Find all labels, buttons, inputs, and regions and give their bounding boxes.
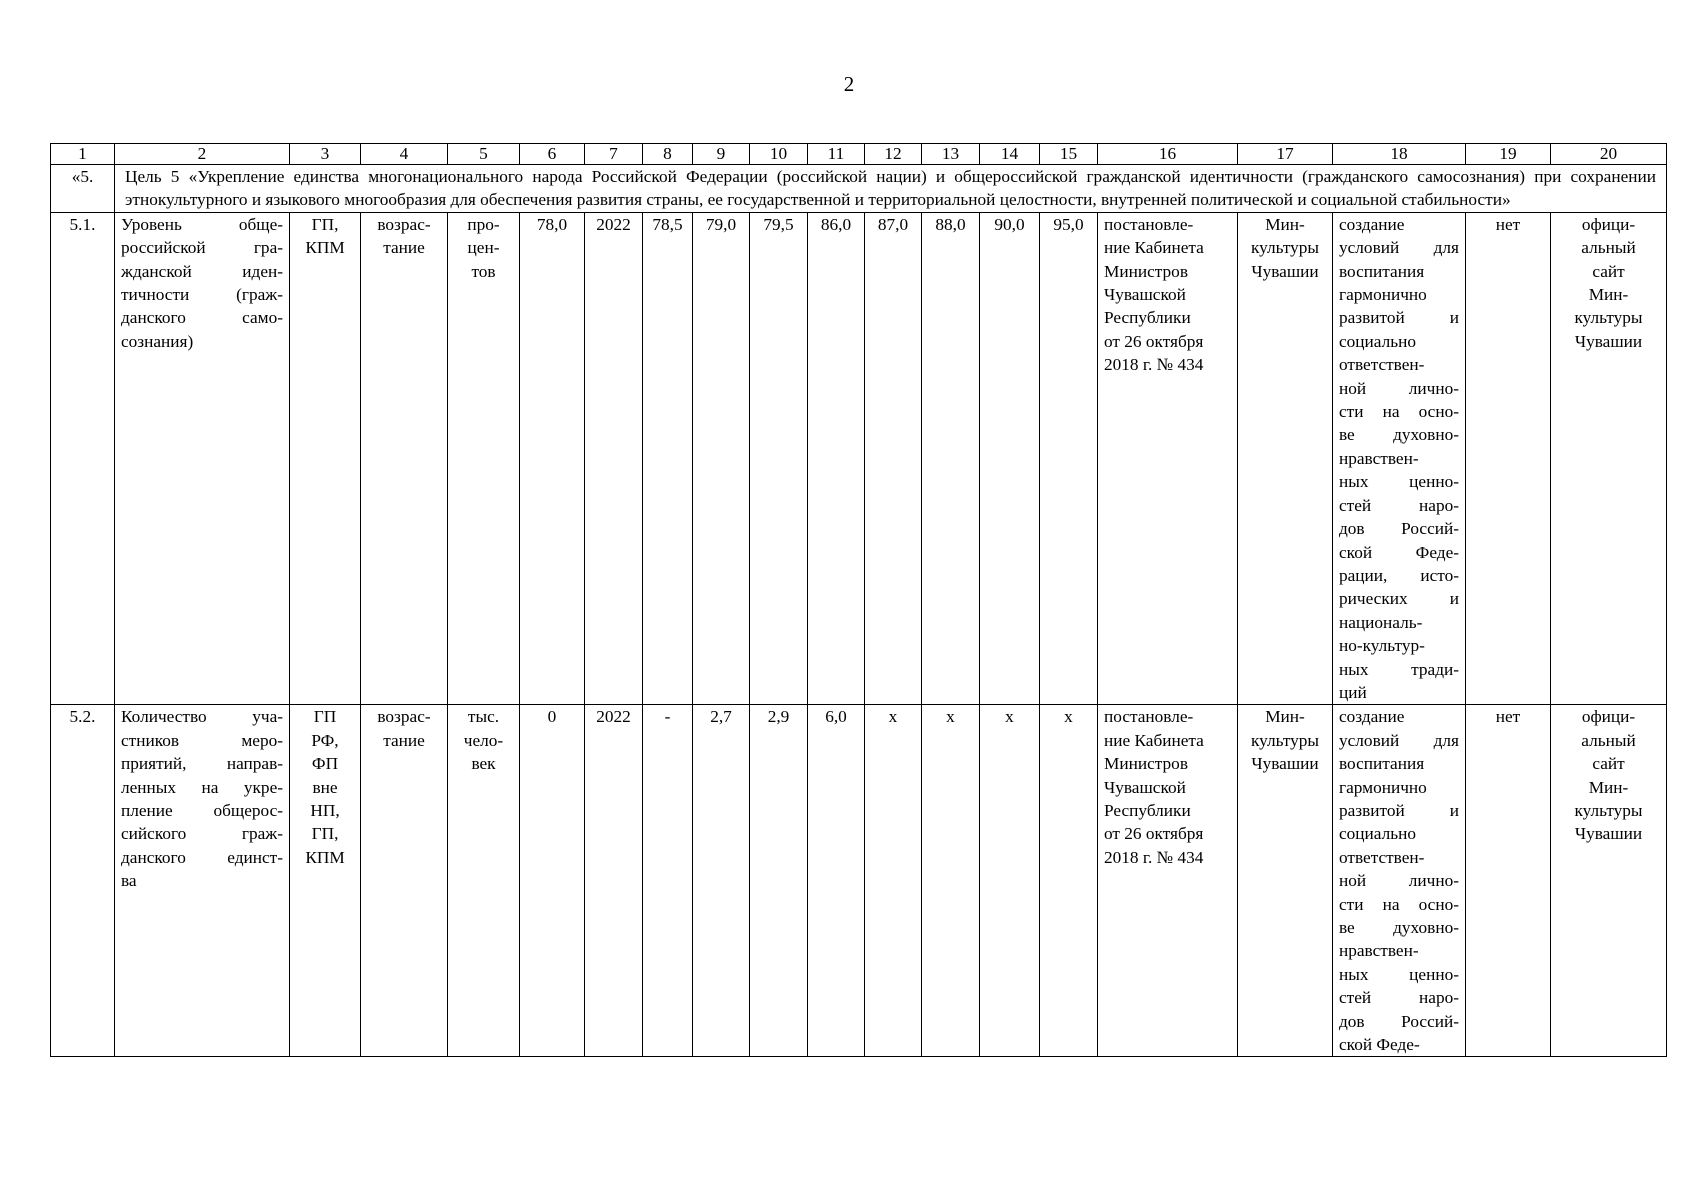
value-col-10: 79,5 xyxy=(750,212,808,705)
cell-line: пление общерос- xyxy=(121,800,283,820)
cell-line: ние Кабинета xyxy=(1104,238,1204,258)
column-number: 14 xyxy=(980,144,1040,165)
goal-text: Цель 5 «Укрепление единства многонационального народа Российской Федерации (российской нации) и общероссийской гражданской идентичности (гражданского самосознания) при сохранении этнокультурного и языкового многообразия для обеспечения развития страны, ее государственной и территориальной целостности, внутренней политической и социальной стабильности» xyxy=(115,165,1667,213)
cell-line: условий для xyxy=(1339,238,1459,258)
cell-line: условий для xyxy=(1339,730,1459,750)
cell-line: культуры xyxy=(1574,308,1643,328)
cell-line: стей наро- xyxy=(1339,495,1459,515)
cell-line: Чувашии xyxy=(1251,261,1319,281)
column-number: 2 xyxy=(115,144,290,165)
cell-line: сайт xyxy=(1592,754,1625,774)
cell-line: 2018 г. № 434 xyxy=(1104,355,1204,375)
cell-line: сознания) xyxy=(121,331,194,351)
cell-line: 2018 г. № 434 xyxy=(1104,847,1204,867)
cell-line: тыс. xyxy=(467,707,500,727)
cell-line: приятий, направ- xyxy=(121,754,283,774)
cell-line: ной личнo- xyxy=(1339,378,1459,398)
cell-line: создание xyxy=(1339,214,1405,234)
cell-line: ва xyxy=(121,871,137,891)
value-col-10: 2,9 xyxy=(750,705,808,1057)
cell-line: вне xyxy=(312,777,338,797)
cell-line: КПМ xyxy=(305,238,345,258)
cell-line: Республики xyxy=(1104,800,1191,820)
value-col-12: 87,0 xyxy=(865,212,922,705)
cell-line: ской Феде- xyxy=(1339,1035,1420,1055)
cell-line: ГП xyxy=(313,707,337,727)
cell-line: сайт xyxy=(1592,261,1625,281)
cell-line: Мин- xyxy=(1588,777,1629,797)
cell-line: Количество уча- xyxy=(121,707,283,727)
value-col-15: 95,0 xyxy=(1040,212,1098,705)
responsible-body xyxy=(1238,212,1333,705)
column-numbers-row xyxy=(51,144,1667,165)
indicator-trend xyxy=(361,212,448,705)
cell-line: сти на осно- xyxy=(1339,402,1459,422)
cell-line: век xyxy=(471,754,496,774)
cell-line: ГП, xyxy=(311,214,339,234)
cell-line: культуры xyxy=(1250,730,1320,750)
cell-line: развитой и xyxy=(1339,308,1459,328)
indicator-name xyxy=(115,212,290,705)
row-number: 5.2. xyxy=(51,705,115,1057)
goal-row xyxy=(51,165,1667,213)
cell-line: от 26 октября xyxy=(1104,331,1204,351)
cell-line: от 26 октября xyxy=(1104,824,1204,844)
cell-line: НП, xyxy=(310,800,340,820)
goal-number: «5. xyxy=(51,165,115,213)
cell-line: офици- xyxy=(1581,214,1636,234)
cell-line: дов Россий- xyxy=(1339,519,1459,539)
cell-line: РФ, xyxy=(311,730,339,750)
value-col-14: 90,0 xyxy=(980,212,1040,705)
column-number: 5 xyxy=(448,144,520,165)
cell-line: ций xyxy=(1339,682,1367,702)
cell-line: цен- xyxy=(467,238,500,258)
cell-line: постановле- xyxy=(1104,707,1194,727)
cell-line: возрас- xyxy=(377,214,431,234)
page-number: 2 xyxy=(843,72,855,96)
cell-line: Мин- xyxy=(1588,285,1629,305)
value-col-11: 6,0 xyxy=(808,705,865,1057)
cell-line: офици- xyxy=(1581,707,1636,727)
indicator-level xyxy=(290,212,361,705)
column-number: 8 xyxy=(643,144,693,165)
cell-line: Чувашской xyxy=(1104,777,1186,797)
cell-line: данского само- xyxy=(121,308,283,328)
value-col-9: 2,7 xyxy=(693,705,750,1057)
cell-line: Чувашии xyxy=(1574,331,1643,351)
link-to-goals xyxy=(1333,705,1466,1057)
cell-line: создание xyxy=(1339,707,1405,727)
cell-line: гармонично xyxy=(1339,285,1427,305)
cell-line: Республики xyxy=(1104,308,1191,328)
cell-line: рации, исто- xyxy=(1339,565,1459,585)
cell-line: Чувашии xyxy=(1574,824,1643,844)
column-number: 12 xyxy=(865,144,922,165)
row-number: 5.1. xyxy=(51,212,115,705)
information-source xyxy=(1551,705,1667,1057)
base-value: 0 xyxy=(520,705,585,1057)
indicators-table xyxy=(50,143,1667,1057)
cell-line: нравствен- xyxy=(1339,448,1419,468)
column-number: 13 xyxy=(922,144,980,165)
cell-line: тание xyxy=(383,730,425,750)
unit-of-measure xyxy=(448,212,520,705)
column-number: 20 xyxy=(1551,144,1667,165)
column-number: 15 xyxy=(1040,144,1098,165)
regulatory-document xyxy=(1098,212,1238,705)
value-col-13: х xyxy=(922,705,980,1057)
cell-line: российской гра- xyxy=(121,238,283,258)
table-row xyxy=(51,212,1667,705)
cell-line: культуры xyxy=(1574,800,1643,820)
cell-line: Министров xyxy=(1104,754,1188,774)
indicator-level xyxy=(290,705,361,1057)
cell-line: развитой и xyxy=(1339,800,1459,820)
gis-flag: нет xyxy=(1466,212,1551,705)
cell-line: альный xyxy=(1581,730,1636,750)
cell-line: ленных на укре- xyxy=(121,777,283,797)
column-number: 11 xyxy=(808,144,865,165)
column-number: 17 xyxy=(1238,144,1333,165)
cell-line: ных ценно- xyxy=(1339,964,1459,984)
column-number: 16 xyxy=(1098,144,1238,165)
cell-line: возрас- xyxy=(377,707,431,727)
base-year: 2022 xyxy=(585,705,643,1057)
gis-flag: нет xyxy=(1466,705,1551,1057)
column-number: 4 xyxy=(361,144,448,165)
cell-line: чело- xyxy=(463,730,504,750)
cell-line: воспитания xyxy=(1339,754,1425,774)
value-col-8: 78,5 xyxy=(643,212,693,705)
cell-line: сти на осно- xyxy=(1339,894,1459,914)
cell-line: ве духовно- xyxy=(1339,918,1459,937)
cell-line: ФП xyxy=(311,754,339,774)
cell-line: сийского граж- xyxy=(121,824,283,844)
cell-line: социально xyxy=(1339,824,1417,844)
cell-line: дов Россий- xyxy=(1339,1011,1459,1031)
unit-of-measure xyxy=(448,705,520,1057)
column-number: 6 xyxy=(520,144,585,165)
cell-line: ние Кабинета xyxy=(1104,730,1204,750)
cell-line: стников меро- xyxy=(121,730,283,750)
value-col-8: - xyxy=(643,705,693,1057)
indicator-name xyxy=(115,705,290,1057)
column-number: 1 xyxy=(51,144,115,165)
cell-line: ответствен- xyxy=(1339,847,1425,867)
cell-line: ве духовно- xyxy=(1339,425,1459,445)
column-number: 9 xyxy=(693,144,750,165)
cell-line: постановле- xyxy=(1104,214,1194,234)
base-value: 78,0 xyxy=(520,212,585,705)
column-number: 10 xyxy=(750,144,808,165)
cell-line: стей наро- xyxy=(1339,988,1459,1008)
value-col-13: 88,0 xyxy=(922,212,980,705)
cell-line: гармонично xyxy=(1339,777,1427,797)
value-col-14: х xyxy=(980,705,1040,1057)
column-number: 18 xyxy=(1333,144,1466,165)
cell-line: Уровень обще- xyxy=(121,214,283,234)
cell-line: Чувашии xyxy=(1251,754,1319,774)
cell-line: про- xyxy=(467,214,500,234)
indicator-trend xyxy=(361,705,448,1057)
column-number: 7 xyxy=(585,144,643,165)
base-year: 2022 xyxy=(585,212,643,705)
cell-line: данского единст- xyxy=(121,847,283,867)
column-number: 19 xyxy=(1466,144,1551,165)
cell-line: рических и xyxy=(1339,589,1459,609)
regulatory-document xyxy=(1098,705,1238,1057)
cell-line: Мин- xyxy=(1265,707,1305,727)
value-col-15: х xyxy=(1040,705,1098,1057)
cell-line: ской Феде- xyxy=(1339,542,1459,562)
cell-line: но-культур- xyxy=(1339,636,1425,656)
value-col-9: 79,0 xyxy=(693,212,750,705)
cell-line: тание xyxy=(383,238,425,258)
cell-line: нравствен- xyxy=(1339,941,1419,961)
table-row xyxy=(51,705,1667,1057)
cell-line: культуры xyxy=(1250,238,1320,258)
column-number: 3 xyxy=(290,144,361,165)
cell-line: социально xyxy=(1339,331,1417,351)
information-source xyxy=(1551,212,1667,705)
cell-line: ной личнo- xyxy=(1339,871,1459,891)
value-col-12: х xyxy=(865,705,922,1057)
cell-line: тичности (граж- xyxy=(121,285,283,305)
cell-line: Чувашской xyxy=(1104,285,1186,305)
cell-line: КПМ xyxy=(305,847,345,867)
cell-line: ных тради- xyxy=(1339,659,1459,679)
cell-line: Министров xyxy=(1104,261,1188,281)
cell-line: жданской иден- xyxy=(121,261,283,281)
cell-line: тов xyxy=(471,261,496,281)
cell-line: ответствен- xyxy=(1339,355,1425,375)
cell-line: ГП, xyxy=(311,824,339,844)
cell-line: воспитания xyxy=(1339,261,1425,281)
cell-line: националь- xyxy=(1339,612,1423,632)
cell-line: ных ценно- xyxy=(1339,472,1459,492)
cell-line: альный xyxy=(1581,238,1636,258)
cell-line: Мин- xyxy=(1265,214,1305,234)
link-to-goals xyxy=(1333,212,1466,705)
value-col-11: 86,0 xyxy=(808,212,865,705)
responsible-body xyxy=(1238,705,1333,1057)
